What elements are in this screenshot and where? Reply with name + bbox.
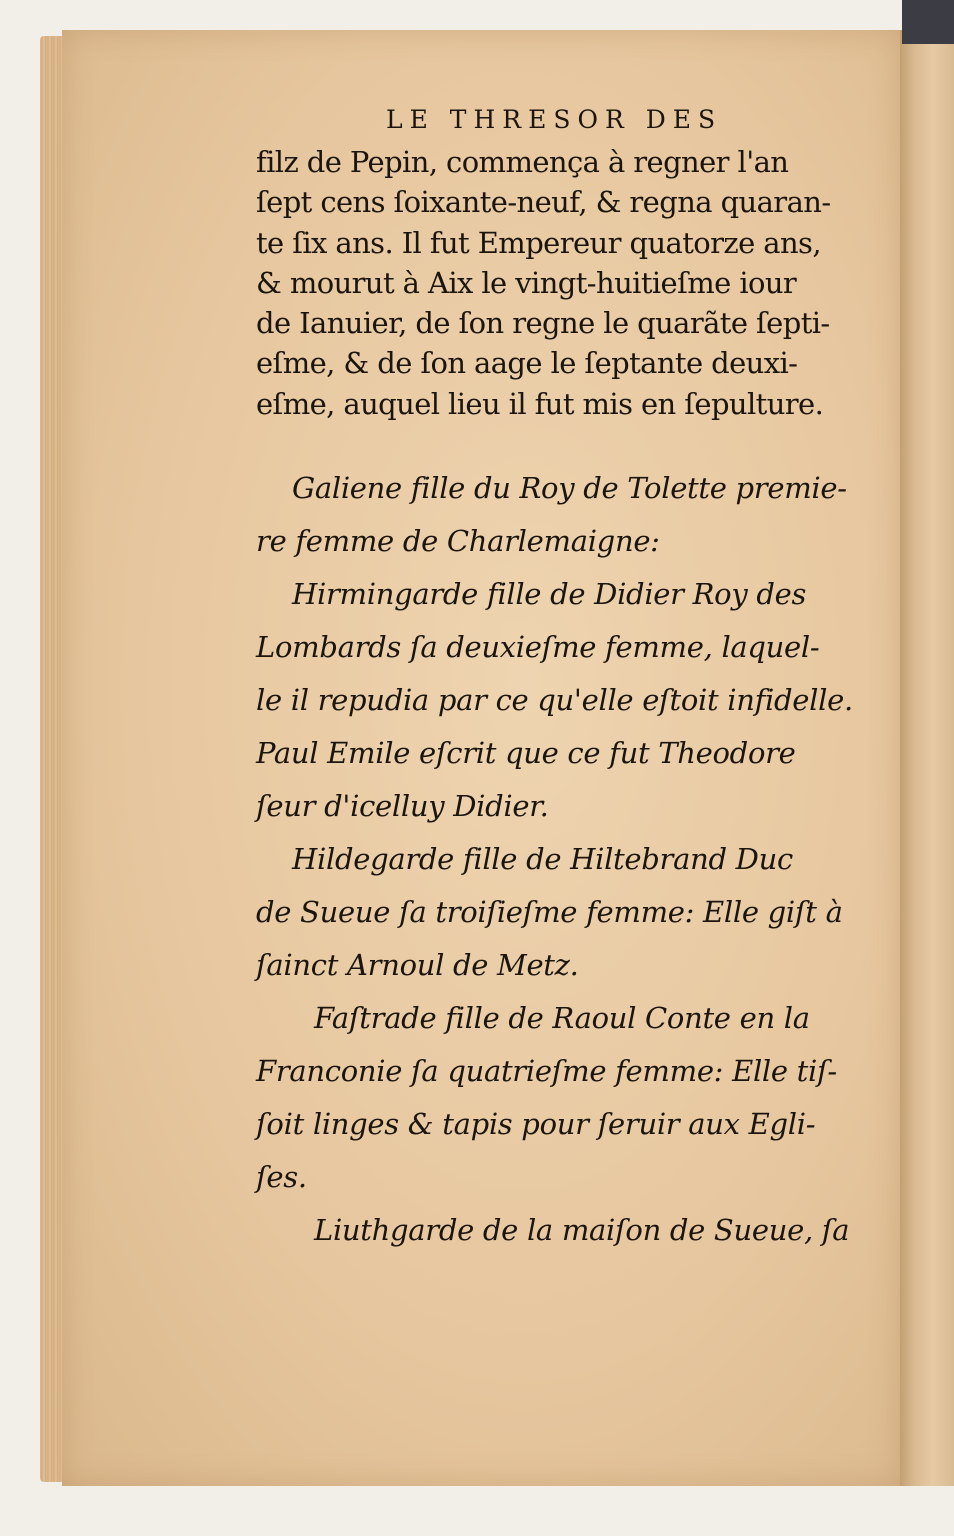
text-line: filz de Pepin, commença à regner l'an (256, 145, 789, 179)
text-line: Hirmingarde fille de Didier Roy des (292, 577, 807, 612)
text-line: ſes. (256, 1160, 307, 1195)
text-line: Lombards ſa deuxieſme femme, laquel- (256, 630, 820, 665)
running-head: LE THRESOR DES (386, 105, 723, 134)
book-gutter (900, 30, 954, 1486)
text-line: ſainct Arnoul de Metz. (256, 948, 579, 983)
text-line: Faſtrade fille de Raoul Conte en la (314, 1001, 810, 1036)
text-line: Liuthgarde de la maiſon de Sueue, ſa (314, 1213, 850, 1248)
text-line: de Ianuier, de ſon regne le quarãte ſepti- (256, 306, 830, 341)
text-line: ſoit linges & tapis pour ſeruir aux Egli- (256, 1107, 816, 1142)
text-line: Paul Emile eſcrit que ce fut Theodore (256, 736, 796, 771)
text-line: le il repudia par ce qu'elle eſtoit infidelle. (256, 683, 853, 718)
text-line: Franconie ſa quatrieſme femme: Elle tiſ- (256, 1054, 837, 1089)
text-line: & mourut à Aix le vingt-huitieſme iour (256, 265, 797, 300)
text-line: Hildegarde fille de Hiltebrand Duc (292, 842, 793, 877)
text-line: eſme, & de ſon aage le ſeptante deuxi- (256, 346, 798, 381)
text-line: de Sueue ſa troiſieſme femme: Elle giſt à (256, 895, 843, 930)
text-line: eſme, auquel lieu il fut mis en ſepulture. (256, 386, 824, 421)
text-line: ſeur d'icelluy Didier. (256, 789, 549, 824)
text-line: te ſix ans. Il fut Empereur quatorze ans, (256, 225, 821, 260)
text-line: re femme de Charlemaigne: (256, 524, 660, 559)
cover-board (902, 0, 954, 44)
text-line: Galiene fille du Roy de Tolette premie- (292, 471, 847, 506)
text-line: ſept cens ſoixante-neuf, & regna quaran- (256, 185, 831, 220)
page-text (256, 102, 876, 1257)
italic-paragraphs (256, 462, 876, 1257)
roman-paragraph (256, 142, 876, 424)
